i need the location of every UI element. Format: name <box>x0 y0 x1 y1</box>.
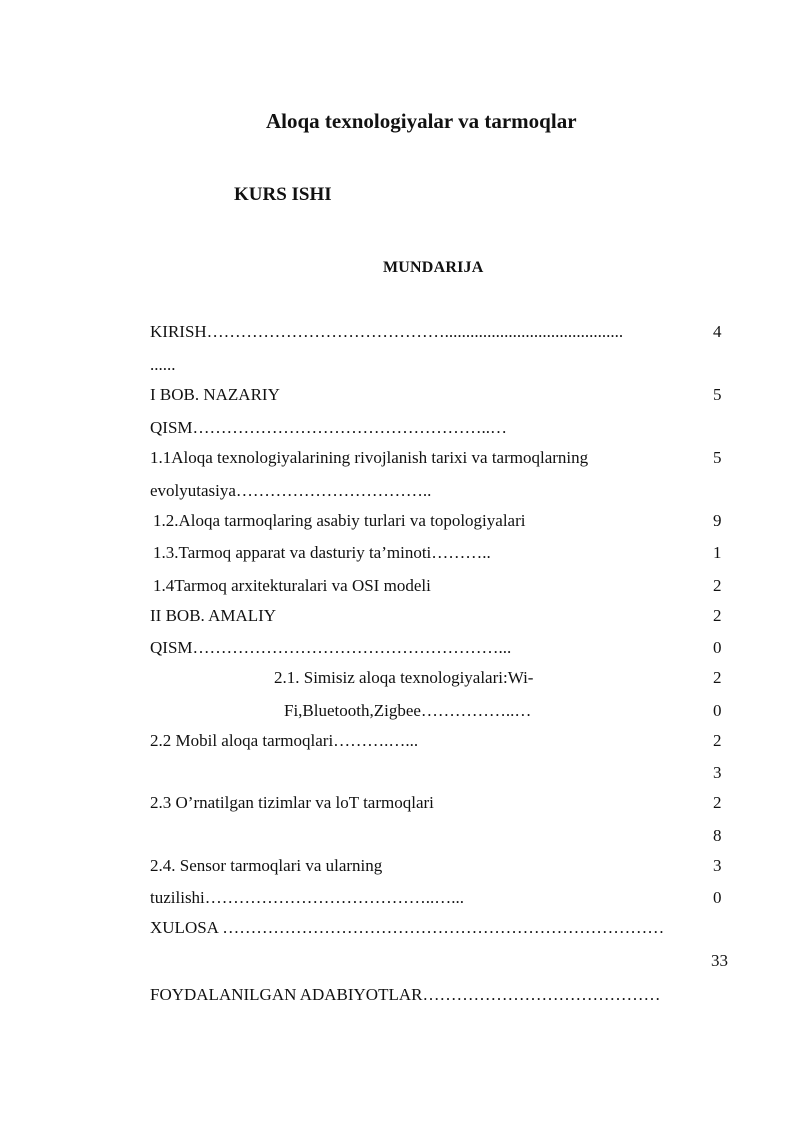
toc-entry-text: tuzilishi…………………………………..…... <box>150 888 465 907</box>
toc-page-number: 2 <box>713 606 722 625</box>
toc-page-number: 8 <box>713 826 722 845</box>
toc-entry-text: QISM……………………………………………..… <box>150 418 508 437</box>
toc-entry-text: 1.1Aloqa texnologiyalarining rivojlanish tarixi va tarmoqlarning <box>150 448 589 467</box>
toc-entry-text: 1.4Tarmoq arxitekturalari va OSI modeli <box>153 576 431 595</box>
toc-entry-text: I BOB. NAZARIY <box>150 385 280 404</box>
toc-entry-text: ...... <box>150 355 176 374</box>
toc-page-number: 3 <box>713 856 722 875</box>
toc-page-number: 5 <box>713 385 722 404</box>
toc-page-number: 2 <box>713 793 722 812</box>
toc-page-number: 33 <box>711 951 728 970</box>
toc-entry-text: QISM………………………………………………... <box>150 638 512 657</box>
toc-page-number: 0 <box>713 701 722 720</box>
toc-heading: MUNDARIJA <box>383 259 484 276</box>
document-title: Aloqa texnologiyalar va tarmoqlar <box>266 109 577 133</box>
toc-page-number: 5 <box>713 448 722 467</box>
toc-page-number: 2 <box>713 731 722 750</box>
toc-page-number: 0 <box>713 638 722 657</box>
toc-entry-text: II BOB. AMALIY <box>150 606 277 625</box>
toc-page-number: 3 <box>713 763 722 782</box>
toc-entry-text: XULOSA …………………………………………………………………… <box>150 918 665 937</box>
toc-page-number: 2 <box>713 668 722 687</box>
toc-entry-text: 1.3.Tarmoq apparat va dasturiy ta’minoti……….. <box>153 543 491 562</box>
toc-entry-text: FOYDALANILGAN ADABIYOTLAR…………………………………… <box>150 985 661 1004</box>
toc-entry-text: 1.2.Aloqa tarmoqlaring asabiy turlari va topologiyalari <box>153 511 526 530</box>
toc-page-number: 4 <box>713 322 722 341</box>
toc-entry-text: 2.4. Sensor tarmoqlari va ularning <box>150 856 383 875</box>
toc-entry-text: 2.3 O’rnatilgan tizimlar va loT tarmoqlari <box>150 793 434 812</box>
toc-page-number: 2 <box>713 576 722 595</box>
toc-entry-text: 2.1. Simisiz aloqa texnologiyalari:Wi- <box>274 668 534 687</box>
toc-page-number: 0 <box>713 888 722 907</box>
toc-page-number: 1 <box>713 543 722 562</box>
toc-entry-text: evolyutasiya…………………………….. <box>150 481 432 500</box>
toc-entry-text: Fi,Bluetooth,Zigbee……………..… <box>284 701 532 720</box>
toc-page-number: 9 <box>713 511 722 530</box>
toc-entry-text: KIRISH…………………………………….......................................... <box>150 322 624 341</box>
document-subtitle: KURS ISHI <box>234 184 332 205</box>
toc-entry-text: 2.2 Mobil aloqa tarmoqlari……….…... <box>150 731 419 750</box>
